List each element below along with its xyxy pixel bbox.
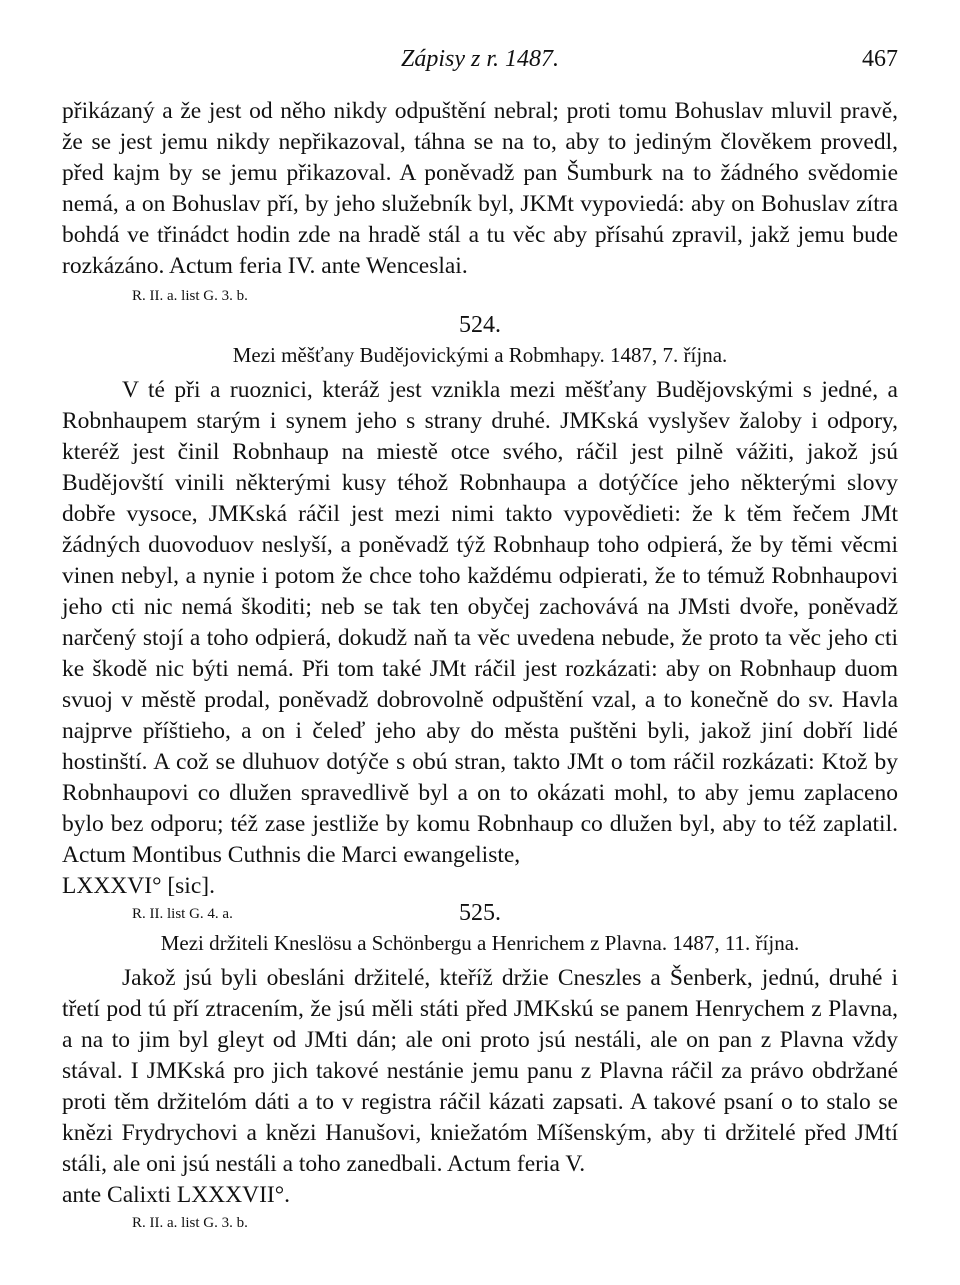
running-title: Zápisy z r. 1487.: [400, 46, 560, 72]
continuation-text: přikázaný a že jest od něho nikdy odpuštění nebral; proti tomu Bohuslav mluvil pravě, že se jest jemu nikdy nepřikazoval, táhna se na to, aby to jediným člověkem provedl, před kajm by se jemu přikazoval. A poněvadž pan Šumburk na to žádného svědomie nemá, a on Bohuslav pří, by jeho služebník byl, JKMt vypoviedá: aby on Bohuslav zítra bohdá ve třinádct hodin zde na hradě stál a tu věc aby přísahú zpravil, jakž jemu bude rozkázáno. Actum feria IV. ante Wenceslai.: [62, 98, 898, 279]
entry-caption: Mezi měšťany Budějovickými a Robmhapy. 1487, 7. října.: [232, 343, 728, 367]
entry-525: [62, 900, 898, 1233]
entry-text: V té při a ruoznici, kteráž jest vznikla mezi měšťany Budějovskými s jedné, a Robnhaupem starým i synem jeho s strany druhé. JMKská vyslyšev žaloby i odpory, kteréž jest činil Robnhaup na miestě otce svého, ráčil jest pilně vážiti, jakož jsú Budějovští vinili některými kusy téhož Robnhaupa a dotýčíce jeho některými slovy dobře vysoce, JMKská ráčil jest mezi nimi takto vypovědieti: že k těm řečem JMt žádných duovoduov neslyší, a poněvadž týž Robnhaup toho odpierá, že by těmi věcmi vinen nebyl, a nynie i potom že chce toho každému odpierati, že to témuž Robnhaupovi jeho cti nic nemá škoditi; neb se tak ten obyčej zachovává na JMsti dvoře, poněvadž narčený stojí a toho odpierá, dokudž naň ta věc uvedena nebude, že proto ta věc jeho cti ke škodě nic býti nemá. Při tom také JMt ráčil jest rozkázati: aby on Robnhaup duom svuoj v městě prodal, poněvadž dobrovolně odpuštění vzal, a to konečně do sv. Havla najprve příštieho, a on i čeleď jeho aby do města puštěni byli, jakož jiní dobří lidé hostinští. A což se dluhuov dotýče s obú stran, takto JMt o tom ráčil rozkázati: Ktož by Robnhaupovi co dlužen spravedlivě byl a on to okázati mohl, to aby jemu zaplaceno bylo bez odporu; též zase jestliže by komu Robnhaup co dlužen byl, aby to též zaplatil. Actum Montibus Cuthnis die Marci ewangeliste,: [62, 377, 898, 868]
entry-caption: Mezi držiteli Kneslösu a Schönbergu a Henrichem z Plavna. 1487, 11. října.: [160, 931, 800, 955]
entry-524: [62, 312, 898, 924]
source-reference: R. II. list G. 4. a.: [132, 906, 233, 922]
entry-number: 524.: [459, 312, 501, 338]
entry-date-tail: LXXXVI° [sic].: [62, 873, 215, 899]
entry-date-tail: ante Calixti LXXXVII°.: [62, 1182, 291, 1208]
page-number: 467: [862, 46, 898, 72]
page-header: [62, 46, 898, 78]
source-reference: R. II. a. list G. 3. b.: [132, 288, 248, 304]
entry-text: Jakož jsú byli obesláni držitelé, kteříž držie Cneszles a Šenberk, jednú, druhé i třetí pod tú pří ztracením, že jsú měli státi před JMKskú se panem Henrychem z Plavna, a na to jim byl gleyt od JMti dán; ale oni proto jsú nestáli, ale on pan z Plavna vždy stával. I JMKská pro jich takové nestánie jemu panu z Plavna ráčil za právo obdržané proti těm držitelóm dáti a to v registra ráčil kázati zapsati. A takové psaní o to stalo se knězi Frydrychovi a knězi Hanušovi, kniežatóm Míšenským, aby ti držitelé před JMtí stáli, ale oni jsú nestáli a toho zanedbali. Actum feria V.: [62, 965, 898, 1177]
source-reference: R. II. a. list G. 3. b.: [132, 1215, 248, 1231]
entry-number: 525.: [459, 900, 501, 926]
continuation-entry: [62, 96, 898, 306]
